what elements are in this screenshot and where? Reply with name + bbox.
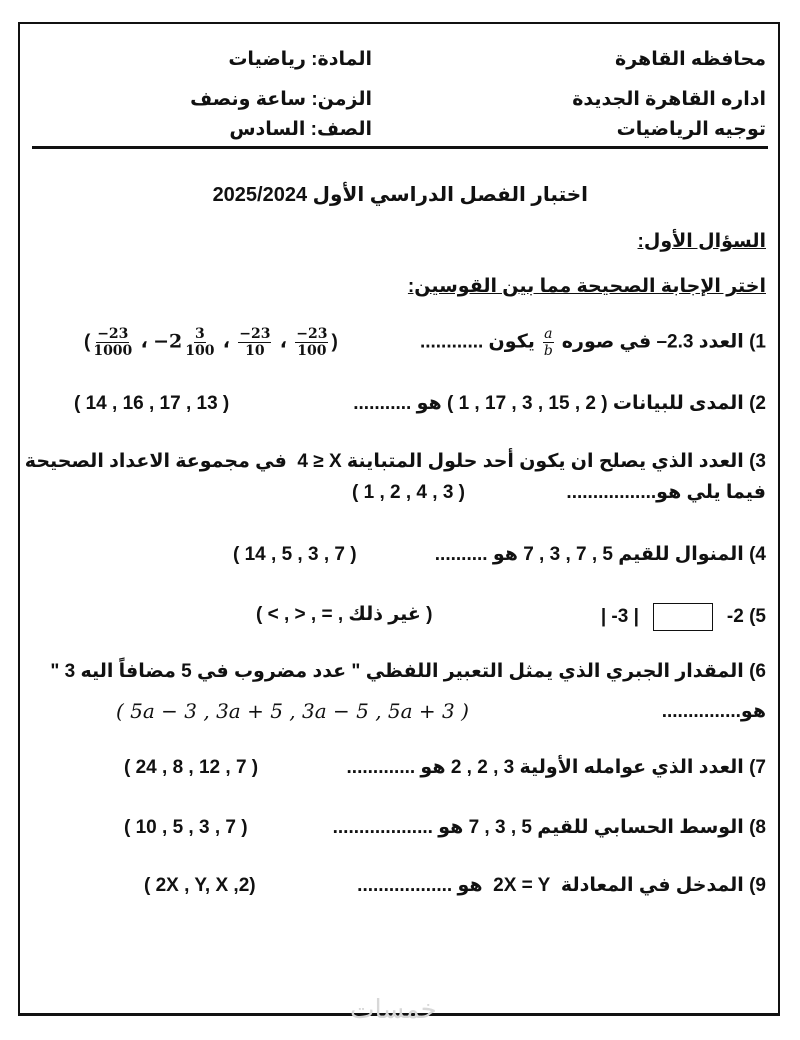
question-6: 6) المقدار الجبري الذي يمثل التعبير اللفظي " عدد مضروب في 5 مضافاً اليه 3 " [50, 661, 766, 682]
subject: المادة: رياضيات [228, 49, 372, 70]
question-6-options: ( 5a − 3 , 3a + 5 , 3a − 5 , 5a + 3 ) [116, 699, 469, 723]
question-3-line2: فيما يلي هو................. [566, 482, 766, 503]
question-5: 5) -2| -3 | [601, 603, 766, 631]
exam-time: الزمن: ساعة ونصف [190, 89, 372, 110]
fraction-a-over-b: $\frac{a}{b}$ [543, 326, 553, 359]
answer-box[interactable] [653, 603, 713, 631]
directorate: توجيه الرياضيات [616, 119, 766, 140]
instruction: اختر الإجابة الصحيحة مما بين القوسين: [407, 276, 766, 297]
question-9-options: ( 2X , Y, X ,2) [144, 875, 256, 896]
question-8: 8) الوسط الحسابي للقيم 5 , 3 , 7 هو ................... [332, 817, 766, 838]
administration: اداره القاهرة الجديدة [572, 89, 766, 110]
governorate: محافظه القاهرة [614, 49, 766, 70]
grade: الصف: السادس [229, 119, 372, 140]
question-4-options: ( 14 , 5 , 3 , 7 ) [233, 544, 357, 565]
question-3-options: ( 1 , 2 , 4 , 3 ) [352, 482, 465, 503]
question-7: 7) العدد الذي عوامله الأولية 3 , 2 , 2 هو ............. [346, 757, 766, 778]
page-border [18, 22, 780, 1016]
question-2-options: ( 14 , 16 , 17 , 13 ) [74, 393, 230, 414]
header-divider [32, 146, 768, 149]
question-8-options: ( 10 , 5 , 3 , 7 ) [124, 817, 248, 838]
question-5-options: ( < , > , = , غير ذلك ) [256, 604, 433, 625]
question-6-line2: هو............... [661, 701, 766, 722]
section-title: السؤال الأول: [637, 231, 766, 252]
question-1-options: ( $\frac{-23}{1000}$ ، −2 $\frac{3}{100}$ ، $\frac{-23}{10}$ ، $\frac{-23}{100}$ ) [84, 326, 338, 359]
watermark: خمسات [350, 994, 437, 1024]
question-4: 4) المنوال للقيم 7 , 3 , 7 , 5 هو .......... [434, 544, 766, 565]
question-2: 2) المدى للبيانات ( 2 , 15 , 3 , 17 , 1 ) هو ........... [353, 393, 766, 414]
question-3: 3) العدد الذي يصلح ان يكون أحد حلول المتباينة 4 ≥ X في مجموعة الاعداد الصحيحة [24, 451, 766, 472]
exam-title: اختبار الفصل الدراسي الأول 2025/2024 [212, 184, 588, 206]
question-7-options: ( 24 , 8 , 12 , 7 ) [124, 757, 259, 778]
question-9: 9) المدخل في المعادلة 2X = Y هو .................. [357, 875, 766, 896]
question-1: 1) العدد 2.3– في صوره $\frac{a}{b}$ يكون ............ [419, 326, 766, 359]
